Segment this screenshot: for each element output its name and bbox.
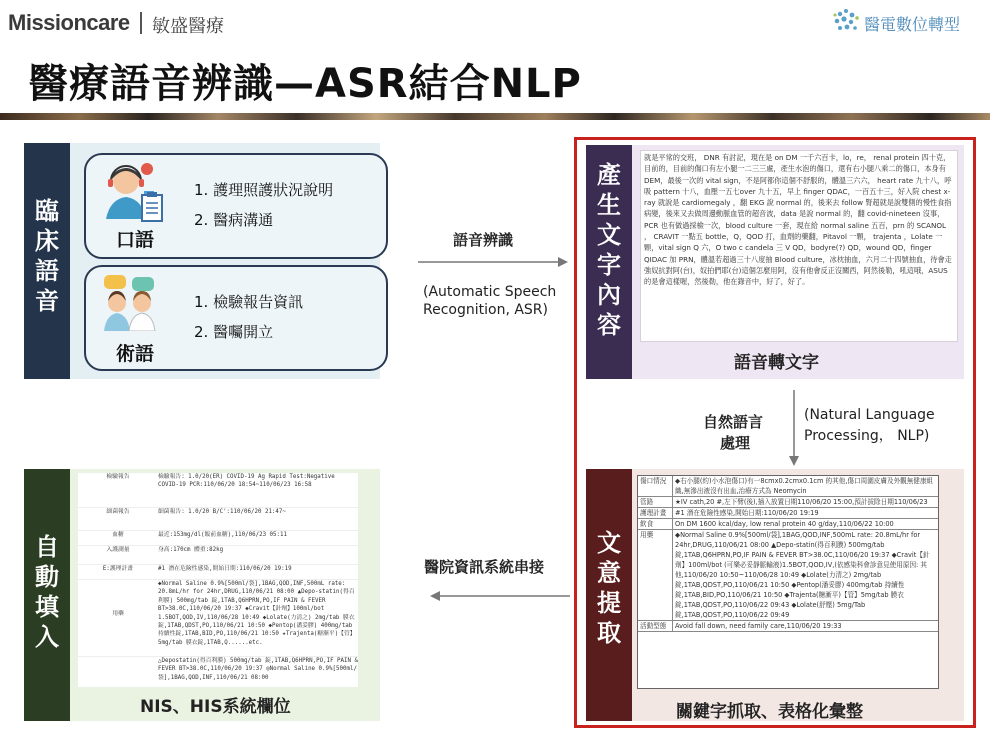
form-field-value: 檢驗報告: 1.0/20(ER) COVID-19 Ag Rapid Test:Negative COVID-19 PCR:110/06/20 18:54~110/06/23 16:58 [158, 474, 335, 489]
table-row [638, 519, 938, 530]
keyword-extraction-caption: 關鍵字抓取、表格化彙整 [676, 702, 863, 722]
form-field-label: 檢驗報告 [106, 474, 130, 480]
spoken-language-label: 口語 [116, 229, 155, 251]
nlp-english-line-1: (Natural Language [804, 407, 935, 423]
left-arrow-icon [430, 590, 570, 602]
clinical-speech-title: 臨 床 語 音 [35, 197, 59, 315]
brand-subtitle: 敏盛醫療 [152, 16, 224, 37]
auto-fill-title: 自 動 填 入 [35, 533, 59, 651]
terminology-item-1: 1. 檢驗報告資訊 [194, 293, 304, 311]
form-row [78, 580, 358, 657]
clipboard-icon [140, 191, 166, 223]
table-value: On DM 1600 kcal/day, low renal protein 40 g/day,110/06/22 10:00 [675, 520, 894, 528]
form-field-label: 細菌報告 [106, 509, 130, 515]
terminology-item-2: 2. 醫囑開立 [194, 323, 274, 341]
terminology-label: 術語 [116, 343, 155, 365]
form-field-value: #1 潛在危險性感染,開始日期:110/06/20 19:19 [158, 566, 292, 572]
table-row [638, 508, 938, 519]
form-field-value: △Depostatin(得百利膜) 500mg/tab 錠,1TAB,Q6HPRN,PO,IF PAIN & FEVER BT>38.0C,110/06/20 19:37 ◎Normal Saline 0.9%[500ml/袋],1BAG,QOD,INF,110/06/21 08:00 [158, 658, 358, 681]
table-value: ◆Normal Saline 0.9%[500ml/袋],1BAG,QOD,INF,500mL rate: 20.8mL/hr for 24hr,DRUG,110/06/21 08:00 ▲Depo-statin(得百利膜) 500mg/tab 錠,1TAB,Q6HPRN,PO,IF PAIN & FEVER BT>38.0C,110/06/20 19:37 ◆Cravit【針劑】100ml/bot (可樂必妥靜脈輸液)1.5BOT,QOD,IV,(依感染科會診意見使用原因: 其他,110/06/20 10:50~110/06/28 10:49 ◆Lolate(力清之) 2mg/tab 錠,1TAB,QDST,PO,110/06/21 10:50 ◆Pentop(潘妥膠) 400mg/tab 持續性錠,1TAB,BID,PO,110/06/21 10:50 ◆Trajenta(糖漸平)【管】5mg/tab 膜衣錠,1TAB,QDST,PO,110/06/22 09:43 ◆Lolate(舒壓) 5mg/Tab 錠,1TAB,QDST,PO,110/06/22 09:49 [675, 531, 930, 619]
table-key: 活動型態 [638, 621, 673, 631]
table-key: 飲食 [638, 519, 673, 529]
semantic-extraction-title: 文 意 提 取 [597, 529, 621, 647]
terminology-card [84, 265, 388, 371]
form-row [78, 657, 358, 687]
table-row [638, 530, 938, 621]
table-value: ★IV cath,20 #,左下臂(後),插入放置日期110/06/20 15:00,預計拔除日期110/06/23 [675, 498, 928, 506]
table-key: 管路 [638, 497, 673, 507]
form-field-value: 最近:153mg/dl(飯前血糖),110/06/23 05:11 [158, 532, 288, 538]
table-value: Avoid fall down, need family care,110/06/20 19:33 [675, 622, 842, 630]
extracted-keyword-table [637, 475, 939, 689]
form-field-value: 細菌報告: 1.0/20 B/C':110/06/20 21:47~ [158, 509, 286, 515]
form-field-label: 入護測量 [106, 547, 130, 553]
spoken-item-2: 2. 醫病溝通 [194, 211, 274, 229]
nlp-label-line-2: 處理 [720, 434, 751, 452]
generated-text-title: 產 生 文 字 內 容 [597, 161, 621, 339]
photo-strip [0, 113, 990, 120]
form-row [78, 546, 358, 565]
table-key: 傷口情況 [638, 476, 673, 496]
form-field-label: 用藥 [112, 611, 124, 617]
nis-his-form [78, 473, 358, 687]
table-value: ◆右小腿(約)小水泡傷口)有一8cmx0.2cmx0.1cm 的其他,傷口周圍皮膚及外觀無健康組織,無滲出液沒有出血,治療方式為 Neomycin [675, 477, 934, 495]
form-field-label [78, 657, 158, 687]
right-arrow-icon [418, 256, 568, 268]
nlp-label-line-1: 自然語言 [703, 413, 764, 431]
spoken-language-card [84, 153, 388, 259]
form-field-label: 血糖 [112, 532, 124, 538]
table-key: 用藥 [638, 530, 673, 620]
form-field-value: ◆Normal Saline 0.9%[500ml/袋],1BAG,QOD,INF,500mL rate: 20.8mL/hr for 24hr,DRUG,110/06/21 08:00 ▲Depo-statin(得百利膜) 500mg/tab 錠,1TAB,Q6HPRN,PO,IF PAIN & FEVER BT>38.0C,110/06/20 19:37 ◆Cravit【針劑】100ml/bot 1.5BOT,QOD,IV,110/06/28 10:49 ◆Lolate(力清之) 2mg/tab 膜衣錠,1TAB,QDST,PO,110/06/21 10:50 ◆Pentop(潘妥膠) 400mg/tab 持續性錠,1TAB,BID,PO,110/06/21 10:50 ★Trajenta(糖漸平)【管】5mg/tab 膜衣錠,1TAB,Q......etc. [158, 581, 356, 646]
form-row [78, 531, 358, 546]
table-value: #1 潛在危險性感染,開始日期:110/06/20 19:19 [675, 509, 819, 517]
brand-logo: Missioncare [8, 10, 130, 35]
speech-to-text-caption: 語音轉文字 [734, 353, 819, 373]
asr-english-line-2: Recognition, ASR) [423, 302, 548, 318]
table-row [638, 476, 938, 497]
asr-label: 語音辨識 [453, 231, 514, 249]
form-row [78, 508, 358, 531]
form-row [78, 565, 358, 580]
doctors-chat-icon [100, 273, 160, 331]
form-field-value: 身高:170cm 體重:82kg [158, 547, 224, 553]
table-row [638, 621, 938, 632]
form-row [78, 473, 358, 508]
spoken-item-1: 1. 護理照護狀況說明 [194, 181, 334, 199]
down-arrow-icon [788, 390, 800, 466]
corner-logo-text: 醫電數位轉型 [864, 15, 961, 34]
form-field-label: E:護理計畫 [102, 566, 134, 572]
nis-his-caption: NIS、HIS系統欄位 [140, 697, 291, 717]
transcript-document: 就是平常的交班， DNR 有討記，現在是 on DM 一千六百卡，lo，re， renal protein 四十克，目前的，目前的傷口有左小腿一二三三處，產生水泡的傷口，還有右小腿八乘二的傷口，本身有 DEM，最後一次的 vital sign，不是阿都你這個不舒服的，體溫三六六， heart rate 九十八，呼吸 pattern 十八，血壓一五七over 九十五，早上 finger QDAC，一百五十三，好入院 chest x-ray 就說是 cardiomegaly ，翻 EKG 說 normal 的，後來去 follow 腎超就是說雙側的慢性食指病變，後來又去做周邊動脈血管的超音波，data 是說 normal 的，翻 covid-nineteen 沒事，PCR 也有做過採檢一次，blood culture 一套，現在給 normal saline 五百，prn 的 SCANOL ， CRAVIT 一點五 bottle，Q，QOD 打，血劑的藥翻，Pitavol 一顆， trajenta ，Lolate 一顆，vital sign Q 六，O two c candela 三 V QD，bodyre(?) QD，wound QD，finger QIDAC 加 PRN，體溫若超過三十八度抽 Blood culture，冰枕抽血，六月二十四號抽血，待會走強奴抗對阿(台)，奴拍們耶(台)這個怎麼用阿，沒有他會反正沒關西，阿然後勒，吼這哦，ASUS 的是會這樣喔，然後勒，他在錄音中，好了，好了。 [640, 150, 958, 342]
table-key: 護理計畫 [638, 508, 673, 518]
nlp-english-line-2: Processing， NLP) [804, 428, 930, 444]
slide-title: 醫療語音辨識—ASR結合NLP [28, 61, 582, 107]
his-integration-label: 醫院資訊系統串接 [424, 558, 545, 576]
table-row [638, 497, 938, 508]
asr-english-line-1: (Automatic Speech [423, 284, 557, 300]
brand-divider [140, 12, 142, 34]
